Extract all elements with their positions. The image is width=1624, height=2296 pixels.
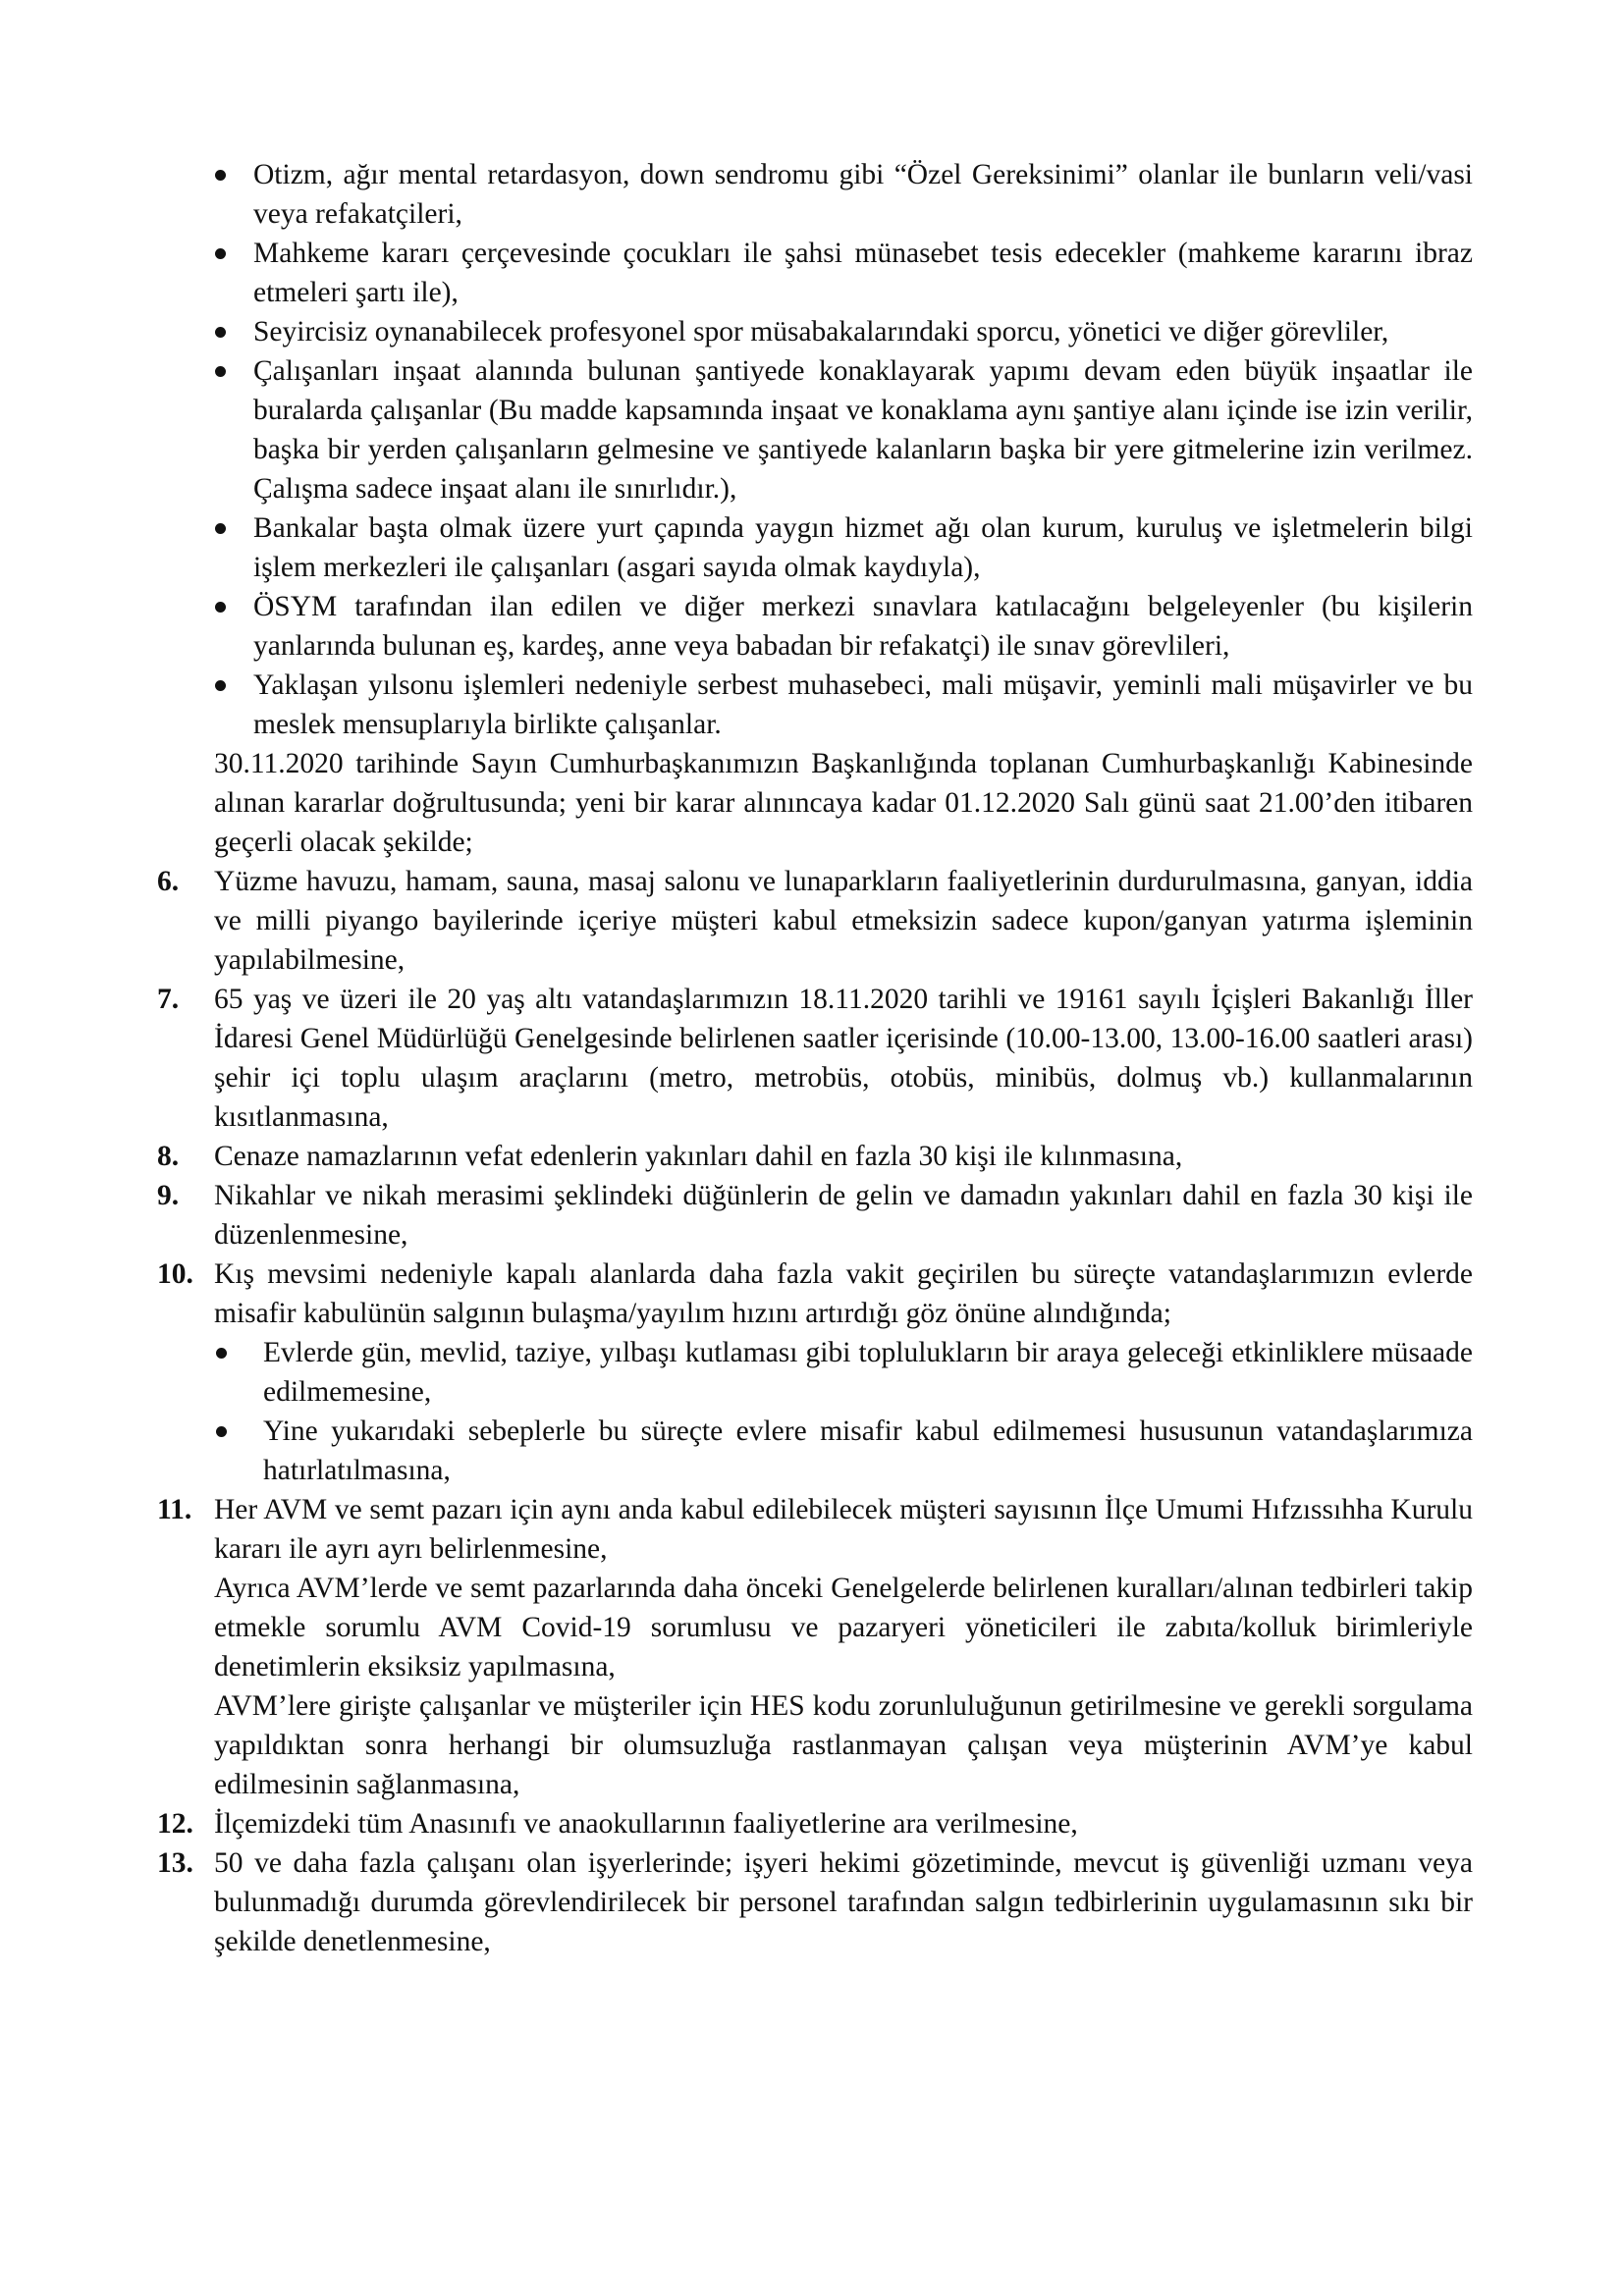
- item-text: Nikahlar ve nikah merasimi şeklindeki düğünlerin de gelin ve damadın yakınları dahil en fazla 30 kişi ile düzenlenmesine,: [214, 1180, 1473, 1251]
- item-text: 50 ve daha fazla çalışanı olan işyerlerinde; işyeri hekimi gözetiminde, mevcut iş güvenliği uzmanı veya bulunmadığı durumda görevlendirilecek bir personel tarafından salgın tedbirlerinin uygulamasının sıkı bir şekilde denetlenmesine,: [214, 1847, 1473, 1957]
- numbered-item-12: [157, 1804, 1473, 1843]
- sub-bullet-item: Evlerde gün, mevlid, taziye, yılbaşı kutlaması gibi toplulukların bir araya geleceği etkinliklere müsaade edilmemesine,: [214, 1333, 1473, 1412]
- item-number: 7.: [157, 984, 180, 1015]
- exemption-bullet-list: [157, 155, 1473, 744]
- intro-paragraph: 30.11.2020 tarihinde Sayın Cumhurbaşkanımızın Başkanlığında toplanan Cumhurbaşkanlığı Kabinesinde alınan kararlar doğrultusunda; yeni bir karar alınıncaya kadar 01.12.2020 Salı günü saat 21.00’den itibaren geçerli olacak şekilde;: [214, 748, 1473, 858]
- bullet-item: Yaklaşan yılsonu işlemleri nedeniyle serbest muhasebeci, mali müşavir, yeminli mali müşavirler ve bu meslek mensuplarıyla birlikte çalışanlar.: [157, 666, 1473, 744]
- numbered-item-7: [157, 980, 1473, 1137]
- numbered-item-8: [157, 1137, 1473, 1176]
- item-paragraph: Ayrıca AVM’lerde ve semt pazarlarında daha önceki Genelgelerde belirlenen kuralları/alınan tedbirleri takip etmekle sorumlu AVM Covid-19 sorumlusu ve pazaryeri yöneticileri ile zabıta/kolluk birimleriyle denetimlerin eksiksiz yapılmasına,: [214, 1573, 1473, 1682]
- bullet-item: Çalışanları inşaat alanında bulunan şantiyede konaklayarak yapımı devam eden büyük inşaatlar ile buralarda çalışanlar (Bu madde kapsamında inşaat ve konaklama aynı şantiye alanı içinde ise izin verilir, başka bir yerden çalışanların gelmesine ve şantiyede kalanların başka bir yere gitmelerine izin verilmez. Çalışma sadece inşaat alanı ile sınırlıdır.),: [157, 351, 1473, 508]
- item-text: Kış mevsimi nedeniyle kapalı alanlarda daha fazla vakit geçirilen bu süreçte vatandaşlarımızın evlerde misafir kabulünün salgının bulaşma/yayılım hızını artırdığı göz önüne alındığında;: [214, 1258, 1473, 1329]
- bullet-item: Mahkeme kararı çerçevesinde çocukları ile şahsi münasebet tesis edecekler (mahkeme kararını ibraz etmeleri şartı ile),: [157, 234, 1473, 312]
- numbered-decision-list: [157, 862, 1473, 1961]
- bullet-item: ÖSYM tarafından ilan edilen ve diğer merkezi sınavlara katılacağını belgeleyenler (bu kişilerin yanlarında bulunan eş, kardeş, anne veya babadan bir refakatçi) ile sınav görevlileri,: [157, 587, 1473, 666]
- item-text: Cenaze namazlarının vefat edenlerin yakınları dahil en fazla 30 kişi ile kılınmasına,: [214, 1141, 1183, 1172]
- numbered-item-6: [157, 862, 1473, 980]
- bullet-item: Bankalar başta olmak üzere yurt çapında yaygın hizmet ağı olan kurum, kuruluş ve işletmelerin bilgi işlem merkezleri ile çalışanları (asgari sayıda olmak kaydıyla),: [157, 508, 1473, 587]
- item-text: Yüzme havuzu, hamam, sauna, masaj salonu ve lunaparkların faaliyetlerinin durdurulmasına, ganyan, iddia ve milli piyango bayilerinde içeriye müşteri kabul etmeksizin sadece kupon/ganyan yatırma işleminin yapılabilmesine,: [214, 866, 1473, 976]
- item-number: 13.: [157, 1847, 193, 1879]
- item-number: 11.: [157, 1494, 192, 1525]
- item-text: 65 yaş ve üzeri ile 20 yaş altı vatandaşlarımızın 18.11.2020 tarihli ve 19161 sayılı İçişleri Bakanlığı İller İdaresi Genel Müdürlüğü Genelgesinde belirlenen saatler içerisinde (10.00-13.00, 13.00-16.00 saatleri arası) şehir içi toplu ulaşım araçlarını (metro, metrobüs, otobüs, minibüs, dolmuş vb.) kullanmalarının kısıtlanmasına,: [214, 984, 1473, 1133]
- item-number: 6.: [157, 866, 180, 897]
- item-number: 8.: [157, 1141, 180, 1172]
- numbered-item-13: [157, 1843, 1473, 1961]
- numbered-item-10: [157, 1255, 1473, 1490]
- bullet-item: Seyircisiz oynanabilecek profesyonel spor müsabakalarındaki sporcu, yönetici ve diğer görevliler,: [157, 312, 1473, 351]
- item-number: 10.: [157, 1258, 193, 1290]
- numbered-item-11: [157, 1490, 1473, 1804]
- bullet-item: Otizm, ağır mental retardasyon, down sendromu gibi “Özel Gereksinimi” olanlar ile bunların veli/vasi veya refakatçileri,: [157, 155, 1473, 234]
- item-paragraph: AVM’lere girişte çalışanlar ve müşteriler için HES kodu zorunluluğunun getirilmesine ve gerekli sorgulama yapıldıktan sonra herhangi bir olumsuzluğa rastlanmayan çalışan veya müşterinin AVM’ye kabul edilmesinin sağlanmasına,: [214, 1690, 1473, 1800]
- sub-bullet-item: Yine yukarıdaki sebeplerle bu süreçte evlere misafir kabul edilmemesi hususunun vatandaşlarımıza hatırlatılmasına,: [214, 1412, 1473, 1490]
- item-text: Her AVM ve semt pazarı için aynı anda kabul edilebilecek müşteri sayısının İlçe Umumi Hıfzıssıhha Kurulu kararı ile ayrı ayrı belirlenmesine,: [214, 1494, 1473, 1565]
- document-page: [157, 155, 1473, 1961]
- item-text: İlçemizdeki tüm Anasınıfı ve anaokullarının faaliyetlerine ara verilmesine,: [214, 1808, 1078, 1840]
- item-number: 12.: [157, 1808, 193, 1840]
- item-number: 9.: [157, 1180, 180, 1211]
- numbered-item-9: [157, 1176, 1473, 1255]
- sub-bullet-list: [214, 1333, 1473, 1490]
